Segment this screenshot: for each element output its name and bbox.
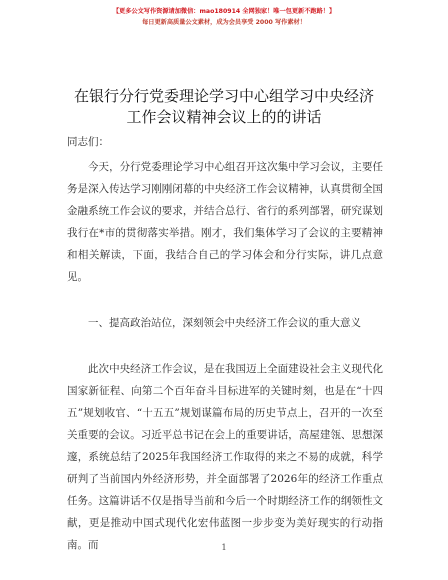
document-title-line2: 工作会议精神会议上的的讲话 bbox=[126, 108, 322, 126]
paragraph-section-1: 此次中央经济工作会议，是在我国迈上全面建设社会主义现代化国家新征程、向第二个百年奋斗目标进军的关键时刻，也是在“十四五”规划收官、“十五五”规划谋篇布局的历史节点上，召开的一次至关重要的会议。习近平总书记在会上的重要讲话，高屋建瓴、思想深邃，系统总结了2025年我国经济工作取得的来之不易的成就，科学研判了当前国内外经济形势，并全面部署了2026年的经济工作重点任务。这篇讲话不仅是指导当前和今后一个时期经济工作的纲领性文献，更是推动中国式现代化宏伟蓝图一步步变为美好现实的行动指南。而 bbox=[67, 363, 383, 551]
document-title-line1: 在银行分行党委理论学习中心组学习中央经济 bbox=[73, 87, 374, 105]
section-heading-1: 一、提高政治站位，深刻领会中央经济工作会议的重大意义 bbox=[88, 317, 361, 329]
page-number: 1 bbox=[221, 543, 227, 552]
paragraph-intro: 今天，分行党委理论学习中心组召开这次集中学习会议，主要任务是深入传达学习刚刚闭幕的中央经济工作会议精神，认真贯彻全国金融系统工作会议的要求，并结合总行、省行的系列部署，研究谋划我行在*市的贯彻落实举措。刚才，我们集体学习了会议的主要精神和相关解读，下面，我结合自己的学习体会和分行实际，讲几点意见。 bbox=[67, 161, 383, 283]
document-title bbox=[40, 86, 408, 128]
promo-banner bbox=[0, 6, 448, 28]
promo-banner-line2: 每日更新高质量公文素材，成为会员享受 2000 写作素材！ bbox=[142, 19, 306, 26]
greeting: 同志们： bbox=[67, 136, 109, 148]
promo-banner-line1: 【更多公文写作资源请加微信：mao180914 全网独家！唯一包更新不跑路！】 bbox=[112, 8, 336, 15]
